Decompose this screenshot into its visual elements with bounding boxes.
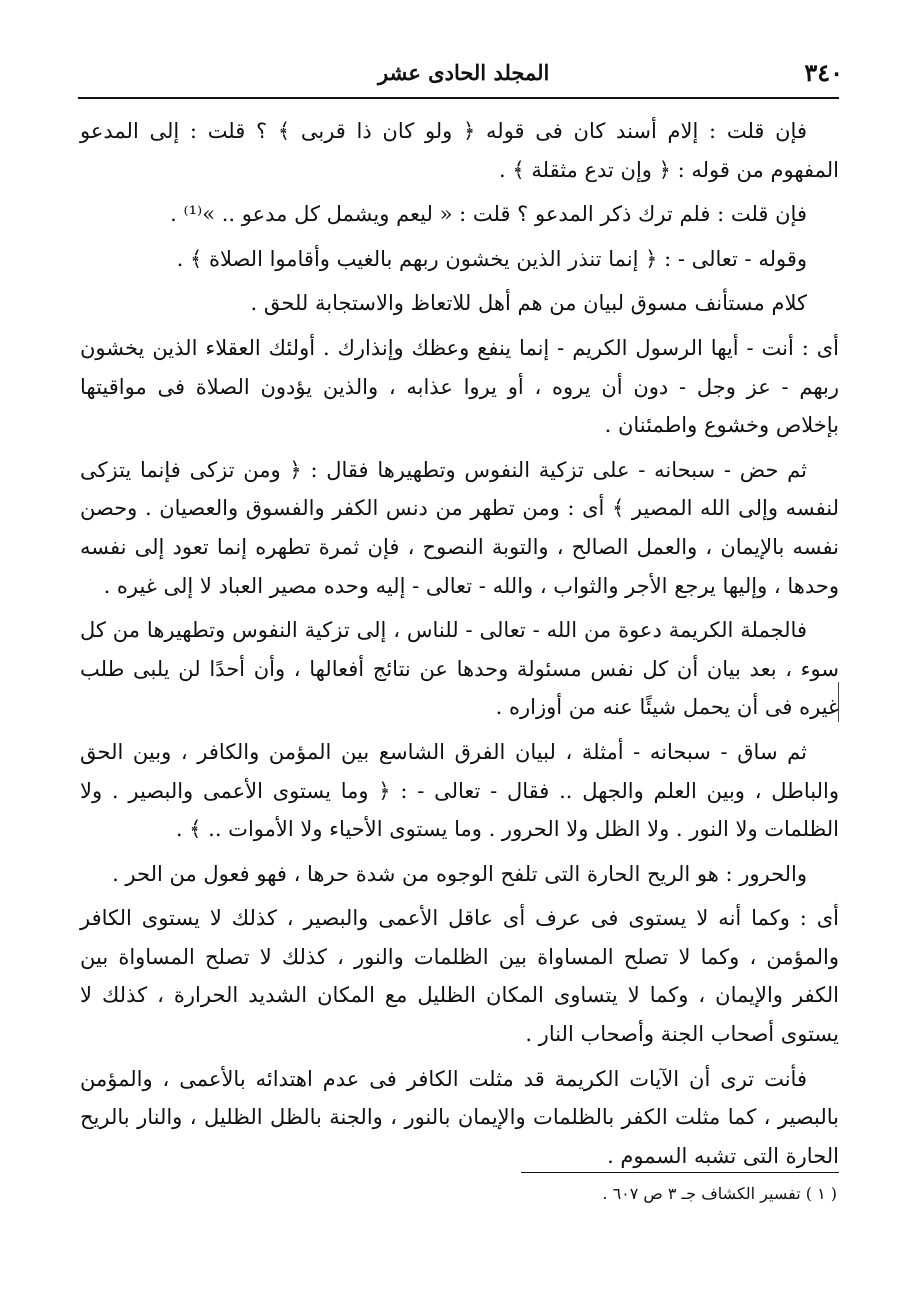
margin-mark xyxy=(838,682,839,722)
paragraph: كلام مستأنف مسوق لبيان من هم أهل للاتعاظ والاستجابة للحق . xyxy=(250,291,807,316)
header-rule xyxy=(78,97,839,99)
paragraph: فأنت ترى أن الآيات الكريمة قد مثلت الكافر فى عدم اهتدائه بالأعمى ، والمؤمن بالبصير ، كما مثلت الكفر بالظلمات والإيمان بالنور ، والجنة بالظل الظليل ، والنار بالريح الحارة التى تشبه السموم . xyxy=(80,1066,839,1168)
paragraph: فإن قلت : فلم ترك ذكر المدعو ؟ قلت : « ليعم ويشمل كل مدعو .. »⁽¹⁾ . xyxy=(170,202,807,227)
body-text xyxy=(80,112,839,1181)
footnote: ( ١ ) تفسير الكشاف جـ ٣ ص ٦٠٧ . xyxy=(602,1184,837,1203)
running-title: المجلد الحادى عشر xyxy=(378,59,550,85)
paragraph: ثم ساق - سبحانه - أمثلة ، لبيان الفرق الشاسع بين المؤمن والكافر ، وبين الحق والباطل ، وبين العلم والجهل .. فقال - تعالى - : ﴿ وما يستوى الأعمى والبصير . ولا الظلمات ولا النور . ولا الظل ولا الحرور . وما يستوى الأحياء ولا الأموات .. ﴾ . xyxy=(80,739,839,842)
paragraph: ثم حض - سبحانه - على تزكية النفوس وتطهيرها فقال : ﴿ ومن تزكى فإنما يتزكى لنفسه وإلى الله المصير ﴾ أى : ومن تطهر من دنس الكفر والفسوق والعصيان . وحصن نفسه بالإيمان ، والعمل الصالح ، والتوبة النصوح ، فإن ثمرة تطهره إنما تعود إلى نفسه وحدها ، وإليها يرجع الأجر والثواب ، والله - تعالى - إليه وحده مصير العباد لا إلى غيره . xyxy=(80,457,839,598)
paragraph: وقوله - تعالى - : ﴿ إنما تنذر الذين يخشون ربهم بالغيب وأقاموا الصلاة ﴾ . xyxy=(176,246,807,271)
page-header xyxy=(78,52,843,92)
paragraph: أى : وكما أنه لا يستوى فى عرف أى عاقل الأعمى والبصير ، كذلك لا يستوى الكافر والمؤمن ، وكما لا تصلح المساواة بين الظلمات والنور ، كذلك لا تصلح المساواة بين الكفر والإيمان ، وكما لا يتساوى المكان الظليل مع المكان الشديد الحرارة ، كذلك لا يستوى أصحاب الجنة وأصحاب النار . xyxy=(80,906,839,1047)
paragraph: فالجملة الكريمة دعوة من الله - تعالى - للناس ، إلى تزكية النفوس وتطهيرها من كل سوء ، بعد بيان أن كل نفس مسئولة وحدها عن نتائج أفعالها ، وأن أحدًا لن يلبى طلب غيره فى أن يحمل شيئًا عنه من أوزاره . xyxy=(80,618,839,720)
paragraph: والحرور : هو الريح الحارة التى تلفح الوجوه من شدة حرها ، فهو فعول من الحر . xyxy=(112,861,807,886)
page-number: ٣٤٠ xyxy=(804,57,843,87)
paragraph: فإن قلت : إلام أسند كان فى قوله ﴿ ولو كان ذا قربى ﴾ ؟ قلت : إلى المدعو المفهوم من قوله : ﴿ وإن تدع مثقلة ﴾ . xyxy=(80,119,839,182)
footnote-rule xyxy=(521,1172,839,1173)
paragraph: أى : أنت - أيها الرسول الكريم - إنما ينفع وعظك وإنذارك . أولئك العقلاء الذين يخشون ربهم - عز وجل - دون أن يروه ، أو يروا عذابه ، والذين يؤدون الصلاة فى مواقيتها بإخلاص وخشوع واطمئنان . xyxy=(80,335,839,438)
